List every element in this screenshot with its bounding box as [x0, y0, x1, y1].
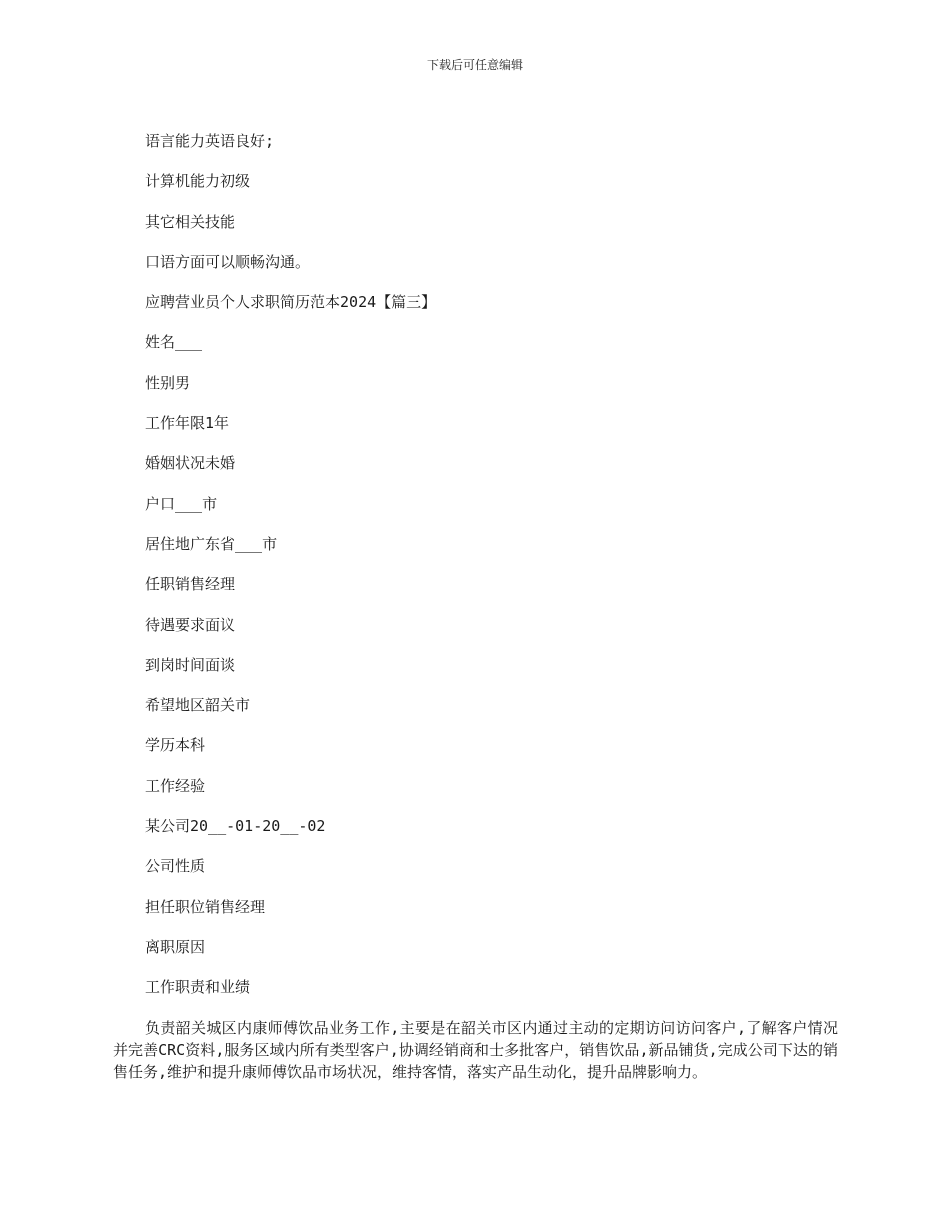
field-company-nature: 公司性质	[145, 857, 206, 876]
field-marital-status: 婚姻状况未婚	[145, 454, 236, 473]
field-desired-area: 希望地区韶关市	[145, 696, 251, 715]
field-leave-reason: 离职原因	[145, 937, 206, 956]
text-line-other-skills: 其它相关技能	[145, 212, 236, 231]
section-title: 应聘营业员个人求职简历范本2024【篇三】	[145, 293, 437, 312]
field-hukou: 户口___市	[145, 494, 218, 513]
field-company: 某公司20__-01-20__-02	[145, 817, 326, 836]
field-start-time: 到岗时间面谈	[145, 655, 236, 674]
field-job-title: 担任职位销售经理	[145, 897, 266, 916]
field-name: 姓名___	[145, 333, 203, 352]
field-work-years: 工作年限1年	[145, 414, 230, 433]
field-position: 任职销售经理	[145, 575, 236, 594]
duties-paragraph: 负责韶关城区内康师傅饮品业务工作,主要是在韶关市区内通过主动的定期访问访问客户,了解客户情况并完善CRC资料,服务区域内所有类型客户,协调经销商和士多批客户，销售饮品,新品铺货,完成公司下达的销售任务,维护和提升康师傅饮品市场状况，维持客情，落实产品生动化，提升品牌影响力。	[113, 1018, 838, 1081]
text-line-language: 语言能力英语良好;	[145, 132, 275, 150]
heading-work-experience: 工作经验	[145, 776, 206, 795]
text-line-oral: 口语方面可以顺畅沟通。	[145, 252, 311, 271]
field-residence: 居住地广东省___市	[145, 534, 278, 553]
page-header: 下载后可任意编辑	[426, 58, 523, 72]
field-education: 学历本科	[145, 736, 206, 755]
heading-duties: 工作职责和业绩	[145, 978, 251, 997]
field-gender: 性别男	[145, 373, 191, 392]
field-salary: 待遇要求面议	[145, 615, 236, 634]
text-line-computer: 计算机能力初级	[145, 172, 251, 191]
document-body	[113, 130, 838, 1083]
